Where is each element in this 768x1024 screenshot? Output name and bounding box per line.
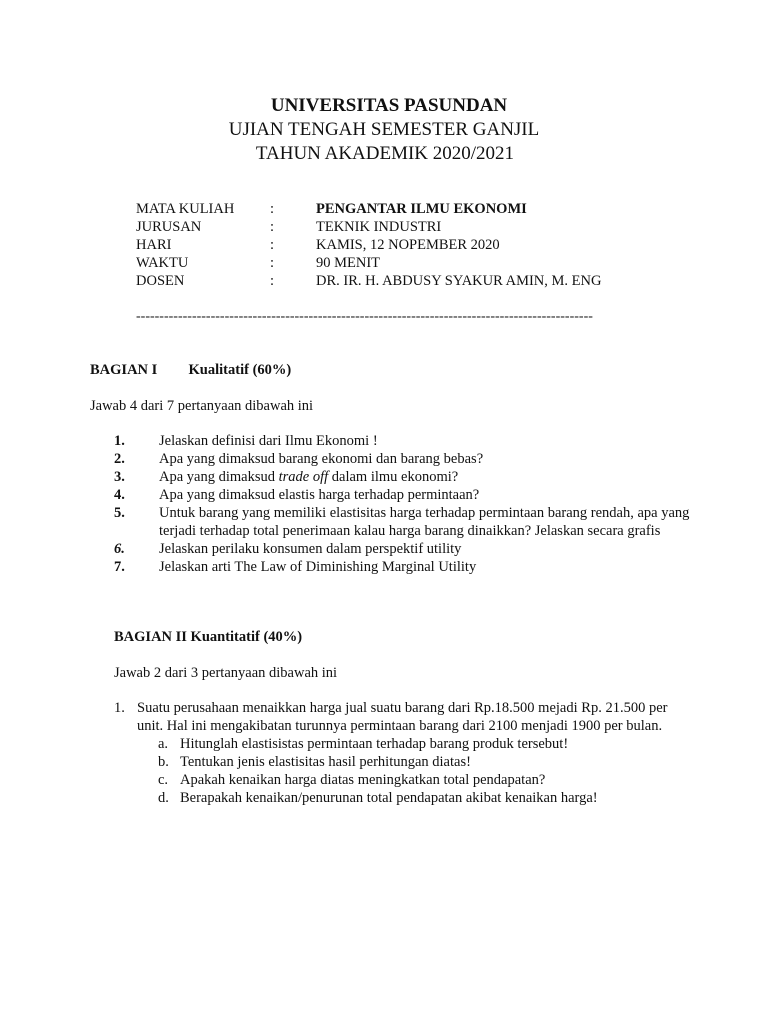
info-value: KAMIS, 12 NOPEMBER 2020 <box>316 237 500 253</box>
sub-question-text: Hitunglah elastisistas permintaan terhadap barang produk tersebut! <box>180 736 569 752</box>
part1-question-list <box>114 432 694 576</box>
sub-question <box>114 735 694 753</box>
sub-question <box>114 789 694 807</box>
question-text: Jelaskan definisi dari Ilmu Ekonomi ! <box>159 433 378 449</box>
sub-question-text: Tentukan jenis elastisitas hasil perhitungan diatas! <box>180 754 471 770</box>
academic-year: TAHUN AKADEMIK 2020/2021 <box>255 143 515 164</box>
question-text: Untuk barang yang memiliki elastisitas harga terhadap permintaan barang rendah, apa yang terjadi terhadap total penerimaan kalau harga barang dinaikkan? Jelaskan secara grafis <box>159 505 690 539</box>
question-text-emphasis: trade off <box>278 469 329 485</box>
sub-question-list <box>114 735 694 807</box>
list-item <box>114 558 694 576</box>
part1-heading <box>90 362 291 379</box>
part1-instruction: Jawab 4 dari 7 pertanyaan dibawah ini <box>90 398 314 414</box>
exam-title: UJIAN TENGAH SEMESTER GANJIL <box>228 119 540 140</box>
info-colon: : <box>270 237 275 253</box>
sub-question-letter: b. <box>158 754 169 770</box>
info-value: 90 MENIT <box>316 255 381 271</box>
info-label: HARI <box>136 237 172 253</box>
info-label: MATA KULIAH <box>136 201 235 217</box>
info-value: PENGANTAR ILMU EKONOMI <box>316 201 527 217</box>
list-item <box>114 468 694 486</box>
part2-instruction: Jawab 2 dari 3 pertanyaan dibawah ini <box>114 665 338 681</box>
list-item <box>114 450 694 468</box>
part2-question-list <box>114 699 694 807</box>
question-number: 3. <box>114 469 125 485</box>
sub-question-letter: d. <box>158 790 169 806</box>
info-label: WAKTU <box>136 255 189 271</box>
question-number: 1. <box>114 433 125 449</box>
sub-question-letter: c. <box>158 772 169 788</box>
sub-question <box>114 771 694 789</box>
exam-header <box>0 94 768 166</box>
list-item <box>114 432 694 450</box>
question-text-post: dalam ilmu ekonomi? <box>328 469 459 485</box>
sub-question <box>114 753 694 771</box>
info-colon: : <box>270 201 275 217</box>
question-text: Suatu perusahaan menaikkan harga jual suatu barang dari Rp.18.500 mejadi Rp. 21.500 per unit. Hal ini mengakibatan turunnya permintaan barang dari 2100 menjadi 1900 per bulan. <box>137 700 668 734</box>
sub-question-letter: a. <box>158 736 169 752</box>
part2-heading: BAGIAN II Kuantitatif (40%) <box>114 629 303 645</box>
list-item <box>114 699 694 735</box>
sub-question-text: Berapakah kenaikan/penurunan total pendapatan akibat kenaikan harga! <box>180 790 598 806</box>
question-number: 4. <box>114 487 125 503</box>
list-item <box>114 486 694 504</box>
list-item <box>114 540 694 558</box>
info-colon: : <box>270 219 275 235</box>
question-number: 2. <box>114 451 125 467</box>
question-text: Apa yang dimaksud elastis harga terhadap permintaan? <box>159 487 480 503</box>
info-value: DR. IR. H. ABDUSY SYAKUR AMIN, M. ENG <box>316 273 602 289</box>
question-number: 5. <box>114 505 125 521</box>
part1-label: BAGIAN I <box>90 362 158 378</box>
part1-title: Kualitatif (60%) <box>188 362 292 378</box>
question-number: 6. <box>114 541 125 557</box>
dashed-divider: -------------------------------------------------------------------------------------------------- <box>136 309 593 324</box>
info-value: TEKNIK INDUSTRI <box>316 219 442 235</box>
question-text: Apa yang dimaksud barang ekonomi dan barang bebas? <box>159 451 484 467</box>
question-number: 1. <box>114 700 125 716</box>
question-text: Jelaskan perilaku konsumen dalam perspektif utility <box>159 541 462 557</box>
info-colon: : <box>270 255 275 271</box>
info-label: JURUSAN <box>136 219 202 235</box>
question-number: 7. <box>114 559 125 575</box>
info-colon: : <box>270 273 275 289</box>
question-text-pre: Apa yang dimaksud <box>159 469 279 485</box>
question-text: Jelaskan arti The Law of Diminishing Marginal Utility <box>159 559 477 575</box>
info-label: DOSEN <box>136 273 185 289</box>
list-item <box>114 504 694 540</box>
university-name: UNIVERSITAS PASUNDAN <box>270 95 508 116</box>
sub-question-text: Apakah kenaikan harga diatas meningkatkan total pendapatan? <box>180 772 546 788</box>
